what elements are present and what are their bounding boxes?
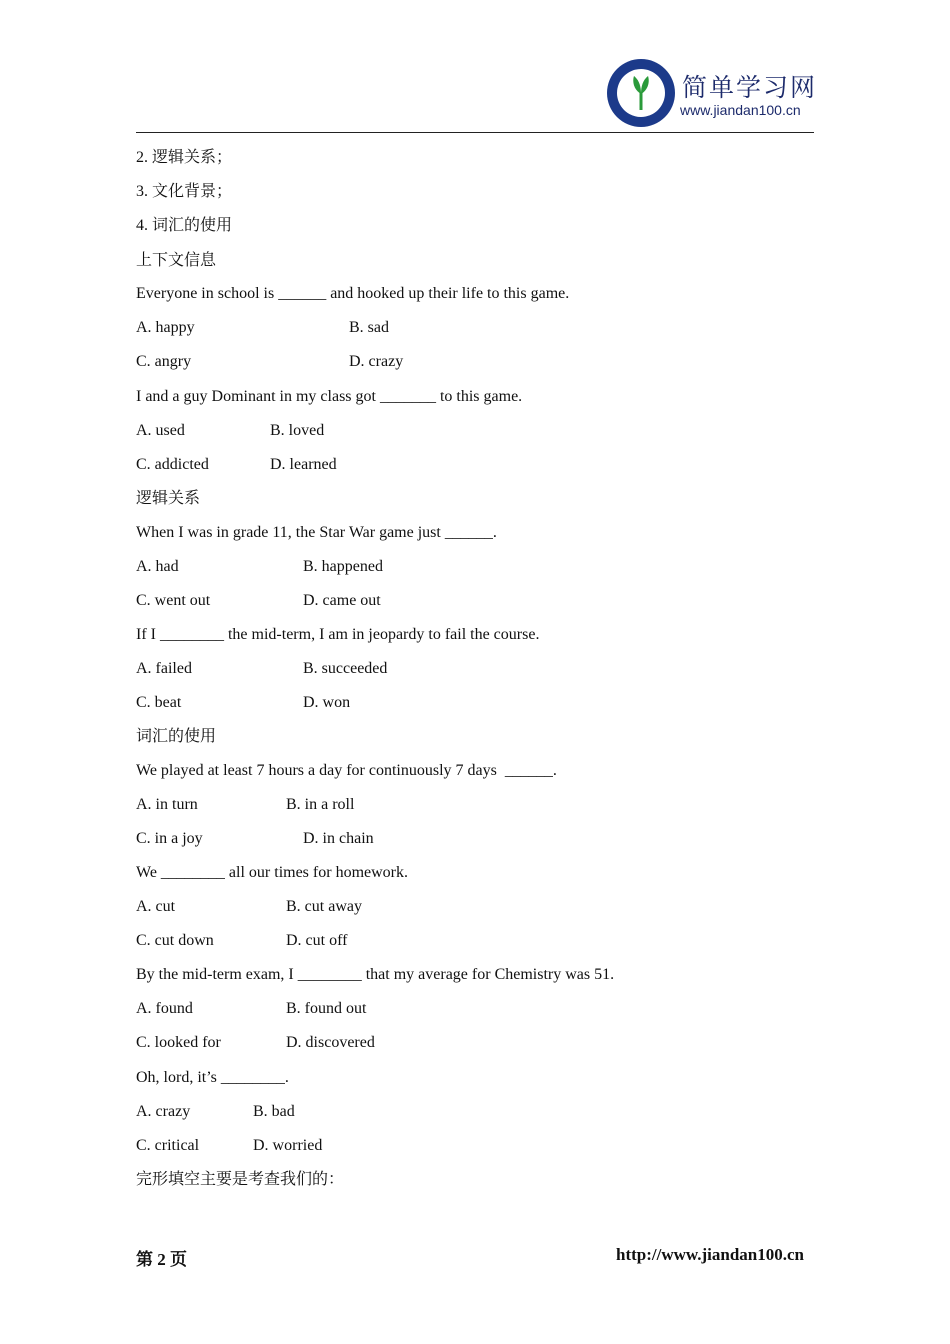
option-a: A. failed <box>136 660 192 677</box>
option-a: A. crazy <box>136 1103 191 1120</box>
outline-item: 4. 词汇的使用 <box>136 217 233 234</box>
option-b: B. bad <box>253 1103 295 1120</box>
site-logo <box>606 58 816 130</box>
outline-item: 2. 逻辑关系； <box>136 149 233 166</box>
section-heading: 词汇的使用 <box>136 728 217 745</box>
option-b: B. sad <box>349 319 389 336</box>
option-c: C. angry <box>136 353 192 370</box>
question-text: Everyone in school is ______ and hooked up their life to this game. <box>136 285 570 302</box>
option-b: B. loved <box>270 422 325 439</box>
footer-url[interactable]: http://www.jiandan100.cn <box>616 1245 804 1264</box>
question-text: We ________ all our times for homework. <box>136 864 408 881</box>
question-text: If I ________ the mid-term, I am in jeopardy to fail the course. <box>136 626 540 643</box>
option-b: B. found out <box>286 1000 367 1017</box>
option-d: D. learned <box>270 456 337 473</box>
option-a: A. in turn <box>136 796 198 813</box>
question-text: Oh, lord, it’s ________. <box>136 1069 289 1086</box>
logo-title: 简单学习网 <box>682 73 818 102</box>
option-b: B. happened <box>303 558 383 575</box>
option-d: D. came out <box>303 592 381 609</box>
option-c: C. looked for <box>136 1034 221 1051</box>
option-d: D. cut off <box>286 932 348 949</box>
section-heading: 上下文信息 <box>136 252 217 269</box>
option-d: D. worried <box>253 1137 323 1154</box>
question-text: By the mid-term exam, I ________ that my average for Chemistry was 51. <box>136 966 615 983</box>
option-d: D. in chain <box>303 830 374 847</box>
outline-item: 3. 文化背景； <box>136 183 233 200</box>
logo-url: www.jiandan100.cn <box>680 102 801 118</box>
header-divider <box>136 132 814 133</box>
option-c: C. critical <box>136 1137 200 1154</box>
option-b: B. succeeded <box>303 660 388 677</box>
option-a: A. used <box>136 422 185 439</box>
option-d: D. discovered <box>286 1034 375 1051</box>
option-d: D. won <box>303 694 351 711</box>
section-heading: 逻辑关系 <box>136 490 201 507</box>
option-c: C. cut down <box>136 932 214 949</box>
option-c: C. beat <box>136 694 182 711</box>
option-b: B. in a roll <box>286 796 355 813</box>
option-d: D. crazy <box>349 353 404 370</box>
logo-seal-icon <box>606 58 676 128</box>
option-c: C. went out <box>136 592 211 609</box>
option-c: C. in a joy <box>136 830 203 847</box>
page-header <box>0 0 950 140</box>
option-a: A. found <box>136 1000 193 1017</box>
option-b: B. cut away <box>286 898 362 915</box>
option-a: A. happy <box>136 319 195 336</box>
option-a: A. had <box>136 558 179 575</box>
page-number: 第 2 页 <box>136 1250 187 1269</box>
option-c: C. addicted <box>136 456 209 473</box>
option-a: A. cut <box>136 898 176 915</box>
question-text: I and a guy Dominant in my class got _______ to this game. <box>136 388 523 405</box>
question-text: When I was in grade 11, the Star War game just ______. <box>136 524 497 541</box>
question-text: We played at least 7 hours a day for continuously 7 days ______. <box>136 762 557 779</box>
closing-text: 完形填空主要是考查我们的： <box>136 1171 345 1188</box>
